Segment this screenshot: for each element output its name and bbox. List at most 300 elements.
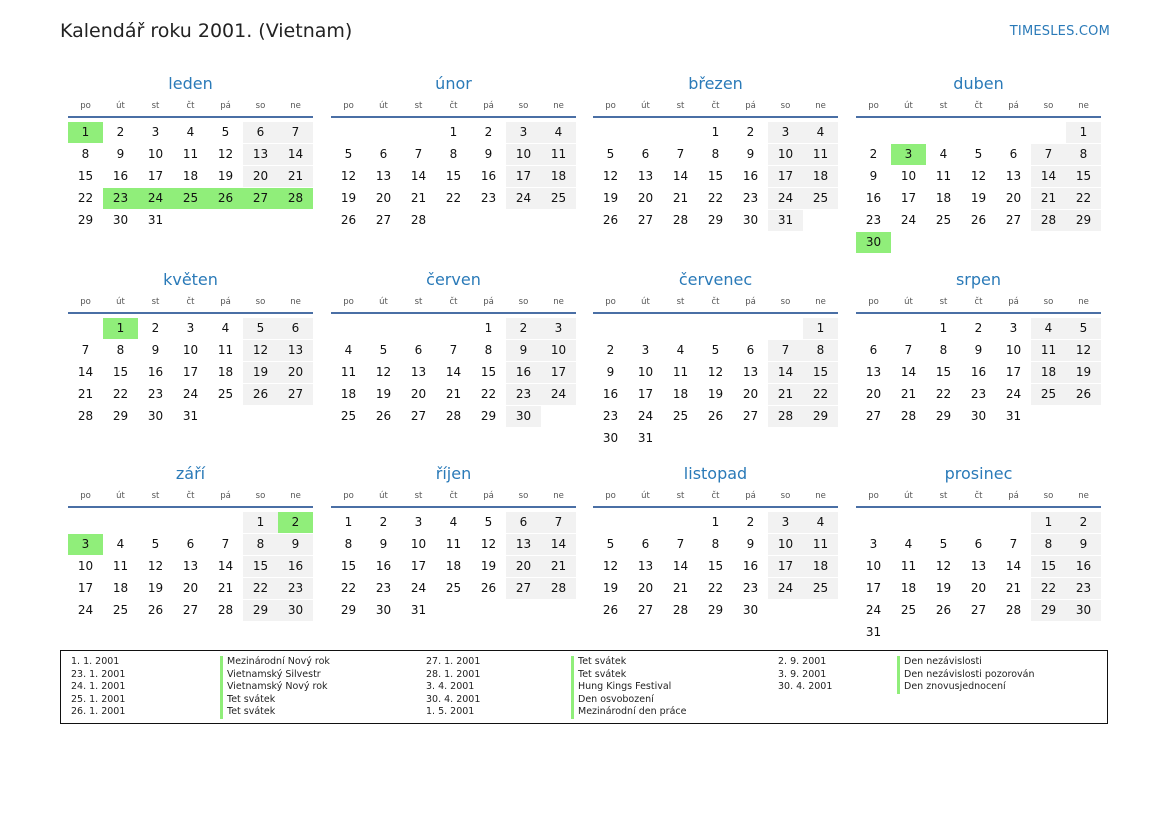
day-cell: 30 <box>602 431 619 445</box>
day-cell: 1 <box>449 125 458 139</box>
week-row <box>68 340 313 362</box>
day-cell: 7 <box>1031 144 1066 165</box>
weekday-label: so <box>255 491 266 501</box>
weekday-label: pá <box>483 297 494 307</box>
empty-cell <box>891 318 926 339</box>
weekday-label: st <box>676 297 685 307</box>
day-cell: 6 <box>869 343 878 357</box>
day-cell: 5 <box>974 147 983 161</box>
day-cell: 22 <box>707 581 724 595</box>
week-row <box>68 512 313 534</box>
day-cell: 4 <box>803 122 838 143</box>
weekday-label: so <box>518 297 529 307</box>
empty-cell <box>243 406 278 427</box>
day-cell: 22 <box>480 387 497 401</box>
day-cell: 9 <box>746 147 755 161</box>
day-cell: 25 <box>1031 384 1066 405</box>
day-cell: 14 <box>217 559 234 573</box>
empty-cell <box>68 512 103 533</box>
day-cell: 13 <box>970 559 987 573</box>
day-cell: 1 <box>243 512 278 533</box>
weekday-label: út <box>904 297 913 307</box>
weekday-label: st <box>939 297 948 307</box>
legend-holiday-name: Tet svátek <box>220 706 275 719</box>
day-cell: 26 <box>1066 384 1101 405</box>
weekday-header <box>593 99 838 118</box>
day-cell: 24 <box>865 603 882 617</box>
day-cell: 24 <box>768 188 803 209</box>
day-cell: 9 <box>484 147 493 161</box>
holiday-day-cell: 1 <box>68 122 103 143</box>
weekday-label: čt <box>711 297 720 307</box>
legend-date: 3. 4. 2001 <box>426 681 475 692</box>
day-cell: 26 <box>707 409 724 423</box>
day-cell: 18 <box>935 191 952 205</box>
empty-cell <box>996 122 1031 143</box>
week-row <box>331 188 576 210</box>
day-cell: 22 <box>340 581 357 595</box>
week-row <box>331 318 576 340</box>
weekday-label: út <box>904 491 913 501</box>
day-cell: 7 <box>81 343 90 357</box>
day-cell: 12 <box>217 147 234 161</box>
day-cell: 23 <box>147 387 164 401</box>
weekday-label: po <box>80 297 91 307</box>
day-cell: 28 <box>768 406 803 427</box>
week-row <box>331 600 576 622</box>
day-cell: 11 <box>445 537 462 551</box>
day-cell: 9 <box>506 340 541 361</box>
weekday-label: čt <box>186 101 195 111</box>
holiday-legend <box>60 650 1108 724</box>
week-row <box>331 362 576 384</box>
day-cell: 28 <box>900 409 917 423</box>
day-cell: 6 <box>641 147 650 161</box>
day-cell: 25 <box>541 188 576 209</box>
month-3 <box>856 73 1101 254</box>
day-cell: 2 <box>379 515 388 529</box>
day-cell: 21 <box>217 581 234 595</box>
day-cell: 12 <box>340 169 357 183</box>
day-cell: 15 <box>77 169 94 183</box>
day-cell: 24 <box>900 213 917 227</box>
weekday-label: čt <box>711 491 720 501</box>
day-cell: 30 <box>742 213 759 227</box>
day-cell: 4 <box>676 343 685 357</box>
day-cell: 28 <box>672 213 689 227</box>
weekday-header <box>68 489 313 508</box>
day-cell: 11 <box>182 147 199 161</box>
day-cell: 18 <box>803 556 838 577</box>
day-cell: 29 <box>112 409 129 423</box>
day-cell: 27 <box>1005 213 1022 227</box>
week-row <box>593 578 838 600</box>
day-cell: 8 <box>81 147 90 161</box>
day-cell: 18 <box>445 559 462 573</box>
day-cell: 26 <box>970 213 987 227</box>
weekday-label: so <box>255 297 266 307</box>
day-cell: 14 <box>1031 166 1066 187</box>
day-cell: 15 <box>935 365 952 379</box>
empty-cell <box>628 512 663 533</box>
week-row <box>68 166 313 188</box>
empty-cell <box>593 512 628 533</box>
weekday-label: ne <box>290 297 301 307</box>
day-cell: 8 <box>803 340 838 361</box>
weekday-label: so <box>1043 297 1054 307</box>
day-cell: 24 <box>77 603 94 617</box>
empty-cell <box>593 122 628 143</box>
month-10 <box>593 463 838 622</box>
week-row <box>331 384 576 406</box>
day-cell: 19 <box>217 169 234 183</box>
day-cell: 5 <box>344 147 353 161</box>
day-cell: 15 <box>340 559 357 573</box>
day-cell: 2 <box>484 125 493 139</box>
day-cell: 24 <box>768 578 803 599</box>
day-cell: 21 <box>672 191 689 205</box>
day-cell: 30 <box>278 600 313 621</box>
day-cell: 8 <box>939 343 948 357</box>
day-cell: 8 <box>484 343 493 357</box>
weekday-label: út <box>379 297 388 307</box>
weekday-label: út <box>116 491 125 501</box>
week-row <box>856 512 1101 534</box>
weekday-label: pá <box>220 491 231 501</box>
day-cell: 15 <box>1031 556 1066 577</box>
day-cell: 9 <box>606 365 615 379</box>
day-cell: 18 <box>217 365 234 379</box>
empty-cell <box>1031 406 1066 427</box>
day-cell: 10 <box>410 537 427 551</box>
week-row <box>331 166 576 188</box>
day-cell: 16 <box>970 365 987 379</box>
day-cell: 14 <box>445 365 462 379</box>
day-cell: 1 <box>803 318 838 339</box>
week-row <box>856 210 1101 232</box>
day-cell: 4 <box>116 537 125 551</box>
day-cell: 14 <box>278 144 313 165</box>
month-4 <box>68 269 313 428</box>
day-cell: 4 <box>344 343 353 357</box>
weekday-label: st <box>676 101 685 111</box>
day-cell: 27 <box>865 409 882 423</box>
day-cell: 2 <box>746 515 755 529</box>
day-cell: 17 <box>768 166 803 187</box>
day-cell: 22 <box>243 578 278 599</box>
holiday-day-cell: 1 <box>103 318 138 339</box>
weekday-label: so <box>780 297 791 307</box>
week-row <box>68 600 313 622</box>
day-cell: 16 <box>742 559 759 573</box>
legend-holiday-name: Tet svátek <box>220 694 275 707</box>
day-cell: 24 <box>541 384 576 405</box>
month-name: květen <box>163 270 218 289</box>
week-row <box>68 318 313 340</box>
holiday-day-cell: 3 <box>891 144 926 165</box>
holiday-day-cell: 30 <box>856 232 891 253</box>
day-cell: 21 <box>1005 581 1022 595</box>
empty-cell <box>436 600 471 621</box>
holiday-day-cell: 27 <box>243 188 278 209</box>
holiday-day-cell: 23 <box>103 188 138 209</box>
weekday-label: po <box>868 297 879 307</box>
day-cell: 6 <box>414 343 423 357</box>
week-row <box>856 144 1101 166</box>
empty-cell <box>768 318 803 339</box>
day-cell: 9 <box>278 534 313 555</box>
day-cell: 24 <box>637 409 654 423</box>
empty-cell <box>891 122 926 143</box>
empty-cell <box>803 600 838 621</box>
empty-cell <box>1031 122 1066 143</box>
empty-cell <box>891 512 926 533</box>
day-cell: 17 <box>182 365 199 379</box>
day-cell: 3 <box>541 318 576 339</box>
weekday-label: čt <box>974 297 983 307</box>
day-cell: 15 <box>707 559 724 573</box>
day-cell: 22 <box>803 384 838 405</box>
week-row <box>593 362 838 384</box>
week-row <box>593 144 838 166</box>
weekday-label: pá <box>483 101 494 111</box>
day-cell: 23 <box>480 191 497 205</box>
day-cell: 25 <box>217 387 234 401</box>
page-title: Kalendář roku 2001. (Vietnam) <box>60 20 353 42</box>
empty-cell <box>138 512 173 533</box>
day-cell: 27 <box>410 409 427 423</box>
empty-cell <box>926 232 961 253</box>
weekday-label: po <box>868 491 879 501</box>
weekday-label: pá <box>220 101 231 111</box>
day-cell: 7 <box>1009 537 1018 551</box>
day-cell: 6 <box>506 512 541 533</box>
legend-date: 30. 4. 2001 <box>426 693 481 705</box>
empty-cell <box>961 512 996 533</box>
day-cell: 20 <box>1005 191 1022 205</box>
day-cell: 18 <box>541 166 576 187</box>
day-cell: 25 <box>803 578 838 599</box>
day-cell: 13 <box>243 144 278 165</box>
day-cell: 13 <box>1005 169 1022 183</box>
day-cell: 4 <box>1031 318 1066 339</box>
day-cell: 10 <box>182 343 199 357</box>
week-row <box>593 512 838 534</box>
day-cell: 4 <box>904 537 913 551</box>
empty-cell <box>208 512 243 533</box>
day-cell: 6 <box>186 537 195 551</box>
day-cell: 17 <box>637 387 654 401</box>
day-cell: 27 <box>375 213 392 227</box>
day-cell: 31 <box>182 409 199 423</box>
day-cell: 7 <box>768 340 803 361</box>
empty-cell <box>401 318 436 339</box>
empty-cell <box>996 512 1031 533</box>
day-cell: 17 <box>541 362 576 383</box>
day-cell: 20 <box>375 191 392 205</box>
month-6 <box>593 269 838 450</box>
weekday-header <box>856 295 1101 314</box>
weekday-label: st <box>414 297 423 307</box>
week-row <box>331 556 576 578</box>
day-cell: 3 <box>869 537 878 551</box>
day-cell: 19 <box>602 581 619 595</box>
day-cell: 28 <box>672 603 689 617</box>
day-cell: 22 <box>112 387 129 401</box>
month-name: březen <box>688 74 743 93</box>
day-cell: 5 <box>243 318 278 339</box>
empty-cell <box>1031 622 1066 643</box>
empty-cell <box>1031 232 1066 253</box>
day-cell: 18 <box>672 387 689 401</box>
day-cell: 8 <box>1031 534 1066 555</box>
empty-cell <box>506 210 541 231</box>
day-cell: 14 <box>900 365 917 379</box>
weekday-label: út <box>116 101 125 111</box>
day-cell: 10 <box>768 534 803 555</box>
week-row <box>856 362 1101 384</box>
day-cell: 28 <box>217 603 234 617</box>
holiday-day-cell: 24 <box>138 188 173 209</box>
day-cell: 7 <box>221 537 230 551</box>
empty-cell <box>541 210 576 231</box>
day-cell: 5 <box>606 537 615 551</box>
month-name: duben <box>953 74 1004 93</box>
weekday-label: po <box>80 101 91 111</box>
day-cell: 12 <box>935 559 952 573</box>
weekday-label: st <box>939 101 948 111</box>
brand-link[interactable]: TIMESLES.COM <box>1009 24 1110 39</box>
week-row <box>68 384 313 406</box>
day-cell: 16 <box>480 169 497 183</box>
day-cell: 26 <box>147 603 164 617</box>
day-cell: 14 <box>541 534 576 555</box>
day-cell: 23 <box>742 581 759 595</box>
month-name: srpen <box>955 270 1002 289</box>
weekday-label: ne <box>1078 101 1089 111</box>
day-cell: 24 <box>1005 387 1022 401</box>
day-cell: 14 <box>672 559 689 573</box>
weekday-label: st <box>414 101 423 111</box>
day-cell: 25 <box>803 188 838 209</box>
day-cell: 29 <box>707 603 724 617</box>
weekday-label: so <box>518 491 529 501</box>
day-cell: 1 <box>1066 122 1101 143</box>
month-11 <box>856 463 1101 644</box>
day-cell: 16 <box>1066 556 1101 577</box>
day-cell: 23 <box>1066 578 1101 599</box>
day-cell: 9 <box>869 169 878 183</box>
day-cell: 19 <box>375 387 392 401</box>
day-cell: 30 <box>112 213 129 227</box>
month-9 <box>331 463 576 622</box>
day-cell: 26 <box>375 409 392 423</box>
day-cell: 27 <box>182 603 199 617</box>
weekday-label: pá <box>483 491 494 501</box>
day-cell: 1 <box>939 321 948 335</box>
day-cell: 16 <box>147 365 164 379</box>
day-cell: 29 <box>707 213 724 227</box>
empty-cell <box>506 600 541 621</box>
day-cell: 7 <box>414 147 423 161</box>
weekday-label: ne <box>815 297 826 307</box>
day-cell: 23 <box>602 409 619 423</box>
weekday-label: út <box>641 297 650 307</box>
day-cell: 19 <box>243 362 278 383</box>
empty-cell <box>996 232 1031 253</box>
week-row <box>593 318 838 340</box>
week-row <box>593 428 838 450</box>
day-cell: 18 <box>112 581 129 595</box>
weekday-label: pá <box>745 297 756 307</box>
day-cell: 7 <box>449 343 458 357</box>
day-cell: 30 <box>742 603 759 617</box>
day-cell: 17 <box>900 191 917 205</box>
weekday-header <box>331 295 576 314</box>
week-row <box>856 188 1101 210</box>
legend-holiday-name: Tet svátek <box>571 656 626 669</box>
holiday-day-cell: 26 <box>208 188 243 209</box>
month-8 <box>68 463 313 622</box>
day-cell: 20 <box>182 581 199 595</box>
day-cell: 15 <box>1066 166 1101 187</box>
day-cell: 28 <box>541 578 576 599</box>
day-cell: 30 <box>506 406 541 427</box>
day-cell: 5 <box>221 125 230 139</box>
day-cell: 27 <box>742 409 759 423</box>
day-cell: 12 <box>602 559 619 573</box>
day-cell: 20 <box>410 387 427 401</box>
day-cell: 14 <box>410 169 427 183</box>
weekday-header <box>331 489 576 508</box>
week-row <box>856 622 1101 644</box>
day-cell: 21 <box>900 387 917 401</box>
day-cell: 8 <box>449 147 458 161</box>
day-cell: 12 <box>243 340 278 361</box>
day-cell: 17 <box>506 166 541 187</box>
day-cell: 10 <box>506 144 541 165</box>
day-cell: 28 <box>77 409 94 423</box>
day-cell: 1 <box>711 125 720 139</box>
empty-cell <box>593 318 628 339</box>
day-cell: 13 <box>742 365 759 379</box>
empty-cell <box>68 318 103 339</box>
day-cell: 19 <box>707 387 724 401</box>
empty-cell <box>278 406 313 427</box>
day-cell: 13 <box>375 169 392 183</box>
legend-date: 23. 1. 2001 <box>71 668 126 680</box>
legend-date: 27. 1. 2001 <box>426 656 481 667</box>
day-cell: 11 <box>217 343 234 357</box>
day-cell: 21 <box>672 581 689 595</box>
day-cell: 10 <box>541 340 576 361</box>
week-row <box>68 144 313 166</box>
empty-cell <box>471 600 506 621</box>
weekday-label: po <box>605 491 616 501</box>
week-row <box>68 406 313 428</box>
day-cell: 19 <box>602 191 619 205</box>
day-cell: 11 <box>900 559 917 573</box>
day-cell: 31 <box>147 213 164 227</box>
week-row <box>856 406 1101 428</box>
month-name: prosinec <box>944 464 1013 483</box>
day-cell: 25 <box>445 581 462 595</box>
day-cell: 12 <box>147 559 164 573</box>
empty-cell <box>208 406 243 427</box>
day-cell: 22 <box>445 191 462 205</box>
empty-cell <box>331 318 366 339</box>
day-cell: 10 <box>77 559 94 573</box>
